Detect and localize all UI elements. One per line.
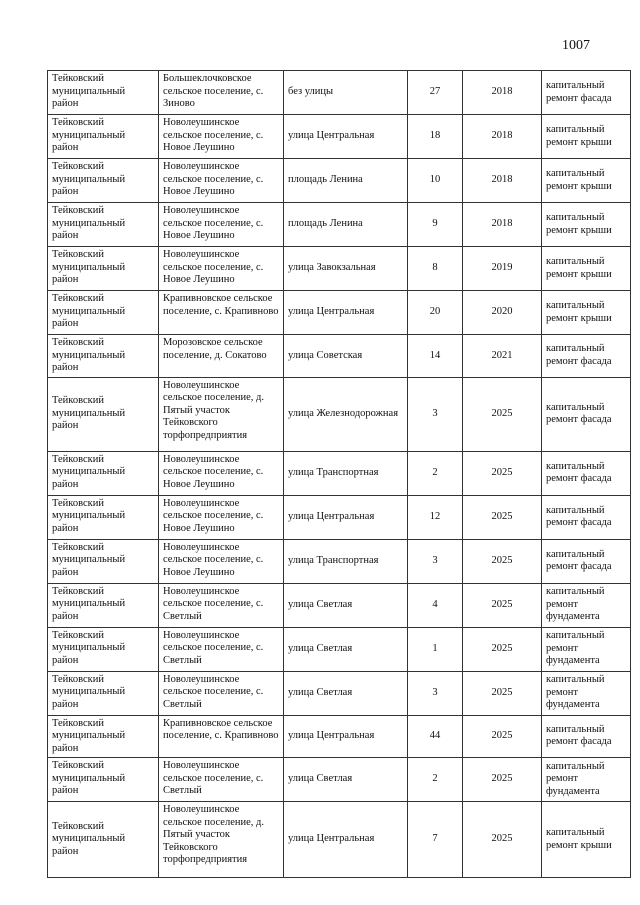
- cell-house-number: 44: [408, 715, 463, 758]
- cell-house-number: 3: [408, 671, 463, 715]
- cell-street: улица Завокзальная: [284, 247, 408, 291]
- cell-year: 2018: [463, 71, 542, 115]
- cell-work-type: капитальный ремонт крыши: [542, 203, 631, 247]
- cell-house-number: 18: [408, 115, 463, 159]
- cell-district: Тейковский муниципальный район: [48, 539, 159, 583]
- cell-house-number: 3: [408, 539, 463, 583]
- table-row: [48, 115, 631, 159]
- cell-district: Тейковский муниципальный район: [48, 203, 159, 247]
- cell-settlement: Новолеушинское сельское поселение, с. Светлый: [159, 758, 284, 802]
- cell-settlement: Крапивновское сельское поселение, с. Крапивново: [159, 715, 284, 758]
- table-row: [48, 627, 631, 671]
- cell-work-type: капитальный ремонт фундамента: [542, 758, 631, 802]
- table-row: [48, 495, 631, 539]
- cell-street: улица Центральная: [284, 495, 408, 539]
- cell-settlement: Крапивновское сельское поселение, с. Крапивново: [159, 291, 284, 335]
- cell-settlement: Новолеушинское сельское поселение, с. Светлый: [159, 627, 284, 671]
- cell-work-type: капитальный ремонт крыши: [542, 802, 631, 878]
- cell-house-number: 27: [408, 71, 463, 115]
- housing-repair-table: [47, 70, 631, 878]
- cell-street: улица Советская: [284, 335, 408, 378]
- cell-street: площадь Ленина: [284, 159, 408, 203]
- cell-year: 2025: [463, 758, 542, 802]
- cell-house-number: 7: [408, 802, 463, 878]
- cell-work-type: капитальный ремонт фасада: [542, 451, 631, 495]
- cell-work-type: капитальный ремонт фасада: [542, 495, 631, 539]
- cell-street: улица Центральная: [284, 802, 408, 878]
- cell-house-number: 2: [408, 451, 463, 495]
- cell-district: Тейковский муниципальный район: [48, 115, 159, 159]
- table-row: [48, 451, 631, 495]
- cell-street: без улицы: [284, 71, 408, 115]
- page-number: 1007: [562, 38, 590, 53]
- cell-work-type: капитальный ремонт фундамента: [542, 671, 631, 715]
- cell-work-type: капитальный ремонт крыши: [542, 247, 631, 291]
- cell-year: 2025: [463, 583, 542, 627]
- cell-work-type: капитальный ремонт крыши: [542, 159, 631, 203]
- cell-settlement: Новолеушинское сельское поселение, с. Новое Леушино: [159, 539, 284, 583]
- cell-year: 2020: [463, 291, 542, 335]
- cell-house-number: 2: [408, 758, 463, 802]
- cell-street: улица Светлая: [284, 627, 408, 671]
- table-row: [48, 539, 631, 583]
- cell-street: улица Транспортная: [284, 539, 408, 583]
- cell-work-type: капитальный ремонт фундамента: [542, 627, 631, 671]
- cell-district: Тейковский муниципальный район: [48, 451, 159, 495]
- cell-settlement: Новолеушинское сельское поселение, с. Новое Леушино: [159, 247, 284, 291]
- cell-house-number: 9: [408, 203, 463, 247]
- cell-work-type: капитальный ремонт фасада: [542, 335, 631, 378]
- table-row: [48, 159, 631, 203]
- cell-district: Тейковский муниципальный район: [48, 247, 159, 291]
- cell-settlement: Морозовское сельское поселение, д. Сокатово: [159, 335, 284, 378]
- cell-settlement: Новолеушинское сельское поселение, с. Новое Леушино: [159, 203, 284, 247]
- table-row: [48, 377, 631, 451]
- cell-work-type: капитальный ремонт фасада: [542, 539, 631, 583]
- cell-street: улица Светлая: [284, 758, 408, 802]
- cell-district: Тейковский муниципальный район: [48, 802, 159, 878]
- cell-district: Тейковский муниципальный район: [48, 627, 159, 671]
- cell-year: 2025: [463, 539, 542, 583]
- cell-district: Тейковский муниципальный район: [48, 335, 159, 378]
- cell-district: Тейковский муниципальный район: [48, 159, 159, 203]
- table-row: [48, 71, 631, 115]
- cell-district: Тейковский муниципальный район: [48, 715, 159, 758]
- cell-work-type: капитальный ремонт фасада: [542, 71, 631, 115]
- cell-year: 2021: [463, 335, 542, 378]
- cell-house-number: 10: [408, 159, 463, 203]
- cell-year: 2018: [463, 159, 542, 203]
- cell-street: улица Центральная: [284, 115, 408, 159]
- cell-district: Тейковский муниципальный район: [48, 495, 159, 539]
- table-row: [48, 583, 631, 627]
- cell-house-number: 20: [408, 291, 463, 335]
- cell-work-type: капитальный ремонт крыши: [542, 291, 631, 335]
- cell-settlement: Большеклочковское сельское поселение, с. Зиново: [159, 71, 284, 115]
- table-row: [48, 203, 631, 247]
- cell-year: 2019: [463, 247, 542, 291]
- table-row: [48, 758, 631, 802]
- cell-year: 2025: [463, 451, 542, 495]
- cell-settlement: Новолеушинское сельское поселение, с. Светлый: [159, 671, 284, 715]
- cell-year: 2025: [463, 671, 542, 715]
- cell-year: 2025: [463, 715, 542, 758]
- cell-district: Тейковский муниципальный район: [48, 671, 159, 715]
- cell-street: площадь Ленина: [284, 203, 408, 247]
- cell-street: улица Железнодорожная: [284, 377, 408, 451]
- table-row: [48, 802, 631, 878]
- cell-settlement: Новолеушинское сельское поселение, с. Новое Леушино: [159, 495, 284, 539]
- cell-year: 2018: [463, 203, 542, 247]
- cell-street: улица Светлая: [284, 671, 408, 715]
- table-row: [48, 715, 631, 758]
- cell-house-number: 1: [408, 627, 463, 671]
- cell-year: 2018: [463, 115, 542, 159]
- cell-street: улица Светлая: [284, 583, 408, 627]
- cell-work-type: капитальный ремонт фасада: [542, 377, 631, 451]
- cell-house-number: 12: [408, 495, 463, 539]
- cell-settlement: Новолеушинское сельское поселение, д. Пятый участок Тейковского торфопредприятия: [159, 377, 284, 451]
- cell-district: Тейковский муниципальный район: [48, 583, 159, 627]
- cell-work-type: капитальный ремонт фасада: [542, 715, 631, 758]
- cell-house-number: 8: [408, 247, 463, 291]
- cell-settlement: Новолеушинское сельское поселение, с. Новое Леушино: [159, 159, 284, 203]
- cell-settlement: Новолеушинское сельское поселение, с. Новое Леушино: [159, 451, 284, 495]
- cell-street: улица Транспортная: [284, 451, 408, 495]
- cell-street: улица Центральная: [284, 291, 408, 335]
- cell-year: 2025: [463, 627, 542, 671]
- cell-work-type: капитальный ремонт крыши: [542, 115, 631, 159]
- cell-settlement: Новолеушинское сельское поселение, с. Новое Леушино: [159, 115, 284, 159]
- cell-year: 2025: [463, 377, 542, 451]
- cell-district: Тейковский муниципальный район: [48, 71, 159, 115]
- cell-work-type: капитальный ремонт фундамента: [542, 583, 631, 627]
- table-row: [48, 247, 631, 291]
- cell-house-number: 14: [408, 335, 463, 378]
- cell-district: Тейковский муниципальный район: [48, 377, 159, 451]
- table-row: [48, 335, 631, 378]
- cell-house-number: 3: [408, 377, 463, 451]
- cell-house-number: 4: [408, 583, 463, 627]
- cell-settlement: Новолеушинское сельское поселение, с. Светлый: [159, 583, 284, 627]
- table-row: [48, 291, 631, 335]
- cell-settlement: Новолеушинское сельское поселение, д. Пятый участок Тейковского торфопредприятия: [159, 802, 284, 878]
- cell-street: улица Центральная: [284, 715, 408, 758]
- cell-district: Тейковский муниципальный район: [48, 291, 159, 335]
- cell-district: Тейковский муниципальный район: [48, 758, 159, 802]
- table-row: [48, 671, 631, 715]
- cell-year: 2025: [463, 802, 542, 878]
- cell-year: 2025: [463, 495, 542, 539]
